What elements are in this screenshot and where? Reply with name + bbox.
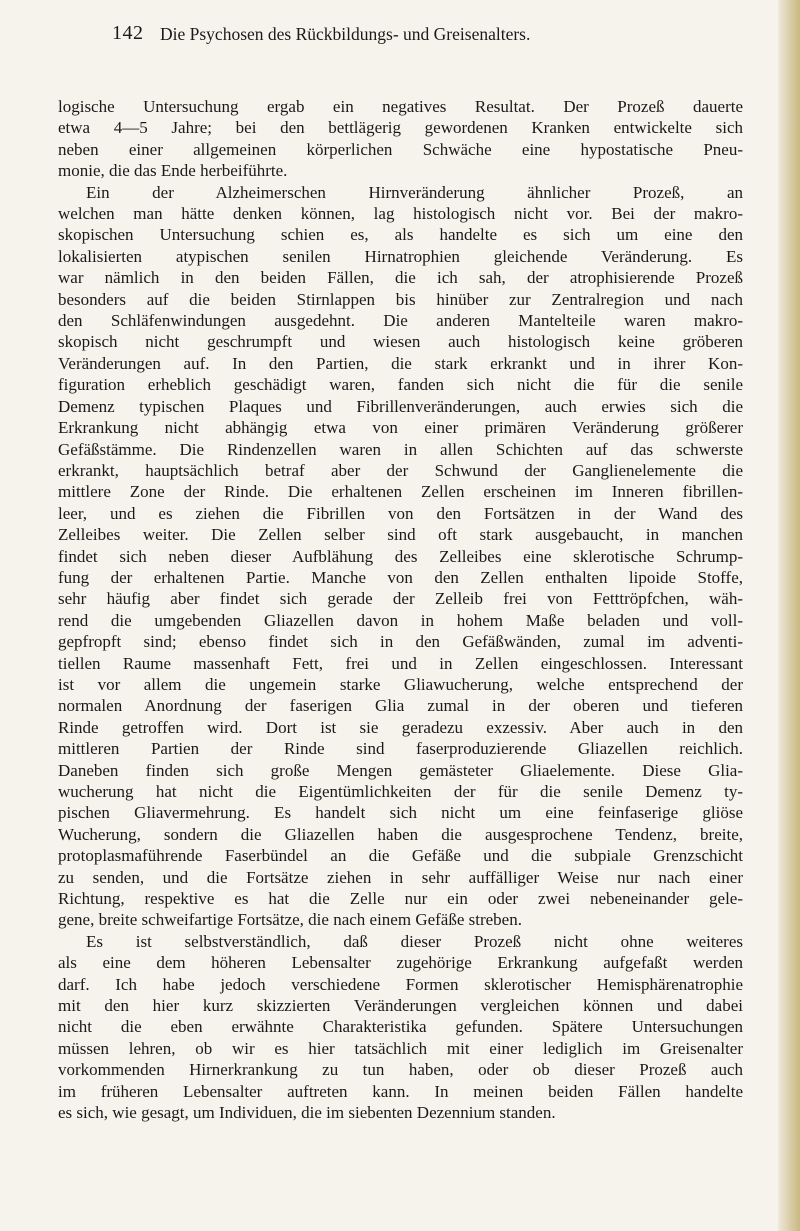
text-line: Es ist selbstverständlich, daß dieser Prozeß nicht ohne weiteres (86, 931, 743, 951)
text-line: gene, breite schweifartige Fortsätze, die nach einem Gefäße streben. (58, 910, 522, 930)
text-line: Gefäßstämme. Die Rindenzellen waren in allen Schichten auf das schwerste (58, 439, 743, 459)
paragraph (58, 182, 743, 931)
text-line: Rinde getroffen wird. Dort ist sie geradezu exzessiv. Aber auch in den (58, 717, 743, 737)
text-line: den Schläfenwindungen ausgedehnt. Die anderen Mantelteile waren makro- (58, 311, 743, 331)
paragraph (58, 96, 743, 182)
body-text (58, 96, 743, 1124)
text-line: Daneben finden sich große Mengen gemästeter Gliaelemente. Diese Glia- (58, 760, 743, 780)
text-line: im früheren Lebensalter auftreten kann. In meinen beiden Fällen handelte (58, 1081, 743, 1101)
text-line: mittlere Zone der Rinde. Die erhaltenen Zellen erscheinen im Inneren fibrillen- (58, 482, 743, 502)
text-line: figuration erheblich geschädigt waren, fanden sich nicht die für die senile (58, 375, 743, 395)
text-line: etwa 4—5 Jahre; bei den bettlägerig gewordenen Kranken entwickelte sich (58, 118, 743, 138)
text-line: logische Untersuchung ergab ein negatives Resultat. Der Prozeß dauerte (58, 97, 743, 116)
text-line: fung der erhaltenen Partie. Manche von den Zellen enthalten lipoide Stoffe, (58, 567, 743, 587)
text-line: lokalisierten atypischen senilen Hirnatrophien gleichende Veränderung. Es (58, 246, 743, 266)
text-line: tiellen Raume massenhaft Fett, frei und in Zellen eingeschlossen. Interessant (58, 653, 743, 673)
text-line: besonders auf die beiden Stirnlappen bis hinüber zur Zentralregion und nach (58, 289, 743, 309)
text-line: Ein der Alzheimerschen Hirnveränderung ähnlicher Prozeß, an (86, 182, 743, 202)
running-head: Die Psychosen des Rückbildungs- und Greisenalters. (160, 24, 531, 44)
text-line: zu senden, und die Fortsätze ziehen in sehr auffälliger Weise nur nach einer (58, 867, 743, 887)
page-edge (778, 0, 800, 1231)
text-line: ist vor allem die ungemein starke Gliawucherung, welche entsprechend der (58, 674, 743, 694)
text-line: erkrankt, hauptsächlich betraf aber der Schwund der Ganglienelemente die (58, 460, 743, 480)
text-line: monie, die das Ende herbeiführte. (58, 161, 288, 181)
text-line: leer, und es ziehen die Fibrillen von den Fortsätzen in der Wand des (58, 503, 743, 523)
text-line: vorkommenden Hirnerkrankung zu tun haben, oder ob dieser Prozeß auch (58, 1060, 743, 1080)
text-line: Wucherung, sondern die Gliazellen haben die ausgesprochene Tendenz, breite, (58, 824, 743, 844)
text-line: sehr häufig aber findet sich gerade der Zelleib frei von Fetttröpfchen, wäh- (58, 589, 743, 609)
text-line: Erkrankung nicht abhängig etwa von einer primären Veränderung größerer (58, 418, 743, 438)
text-line: müssen lehren, ob wir es hier tatsächlich mit einer lediglich im Greisenalter (58, 1038, 743, 1058)
text-line: wucherung hat nicht die Eigentümlichkeiten der für die senile Demenz ty- (58, 782, 743, 801)
text-line: nicht die eben erwähnte Charakteristika gefunden. Spätere Untersuchungen (58, 1017, 743, 1037)
text-line: gepfropft sind; ebenso findet sich in den Gefäßwänden, zumal im adventi- (58, 632, 743, 652)
text-line: welchen man hätte denken können, lag histologisch nicht vor. Bei der makro- (58, 204, 743, 224)
text-line: Demenz typischen Plaques und Fibrillenveränderungen, auch erwies sich die (58, 396, 743, 416)
text-line: darf. Ich habe jedoch verschiedene Formen sklerotischer Hemisphärenatrophie (58, 974, 743, 994)
text-line: als eine dem höheren Lebensalter zugehörige Erkrankung aufgefaßt werden (58, 953, 743, 973)
text-line: Richtung, respektive es hat die Zelle nur ein oder zwei nebeneinander gele- (58, 889, 743, 909)
text-line: mit den hier kurz skizzierten Veränderungen vergleichen können und dabei (58, 996, 743, 1016)
text-line: neben einer allgemeinen körperlichen Schwäche eine hypostatische Pneu- (58, 139, 743, 159)
text-line: findet sich neben dieser Aufblähung des Zelleibes eine sklerotische Schrump- (58, 546, 743, 566)
text-line: skopisch nicht geschrumpft und wiesen auch histologisch keine gröberen (58, 332, 743, 352)
text-line: protoplasmaführende Faserbündel an die Gefäße und die subpiale Grenzschicht (58, 846, 743, 866)
text-line: Zelleibes weiter. Die Zellen selber sind oft stark ausgebaucht, in manchen (58, 525, 743, 545)
text-line: Veränderungen auf. In den Partien, die stark erkrankt und in ihrer Kon- (58, 353, 743, 373)
text-line: es sich, wie gesagt, um Individuen, die im siebenten Dezennium standen. (58, 1103, 556, 1123)
text-line: rend die umgebenden Gliazellen davon in hohem Maße beladen und voll- (58, 610, 743, 630)
text-line: mittleren Partien der Rinde sind faserproduzierende Gliazellen reichlich. (58, 739, 743, 759)
text-line: skopischen Untersuchung schien es, als handelte es sich um eine den (58, 225, 743, 245)
text-line: war nämlich in den beiden Fällen, die ich sah, der atrophisierende Prozeß (58, 268, 743, 288)
text-line: normalen Anordnung der faserigen Glia zumal in der oberen und tieferen (58, 696, 743, 716)
page-number: 142 (112, 22, 144, 44)
page-header (112, 22, 752, 52)
text-line: pischen Gliavermehrung. Es handelt sich nicht um eine feinfaserige gliöse (58, 803, 743, 823)
paragraph (58, 931, 743, 1124)
